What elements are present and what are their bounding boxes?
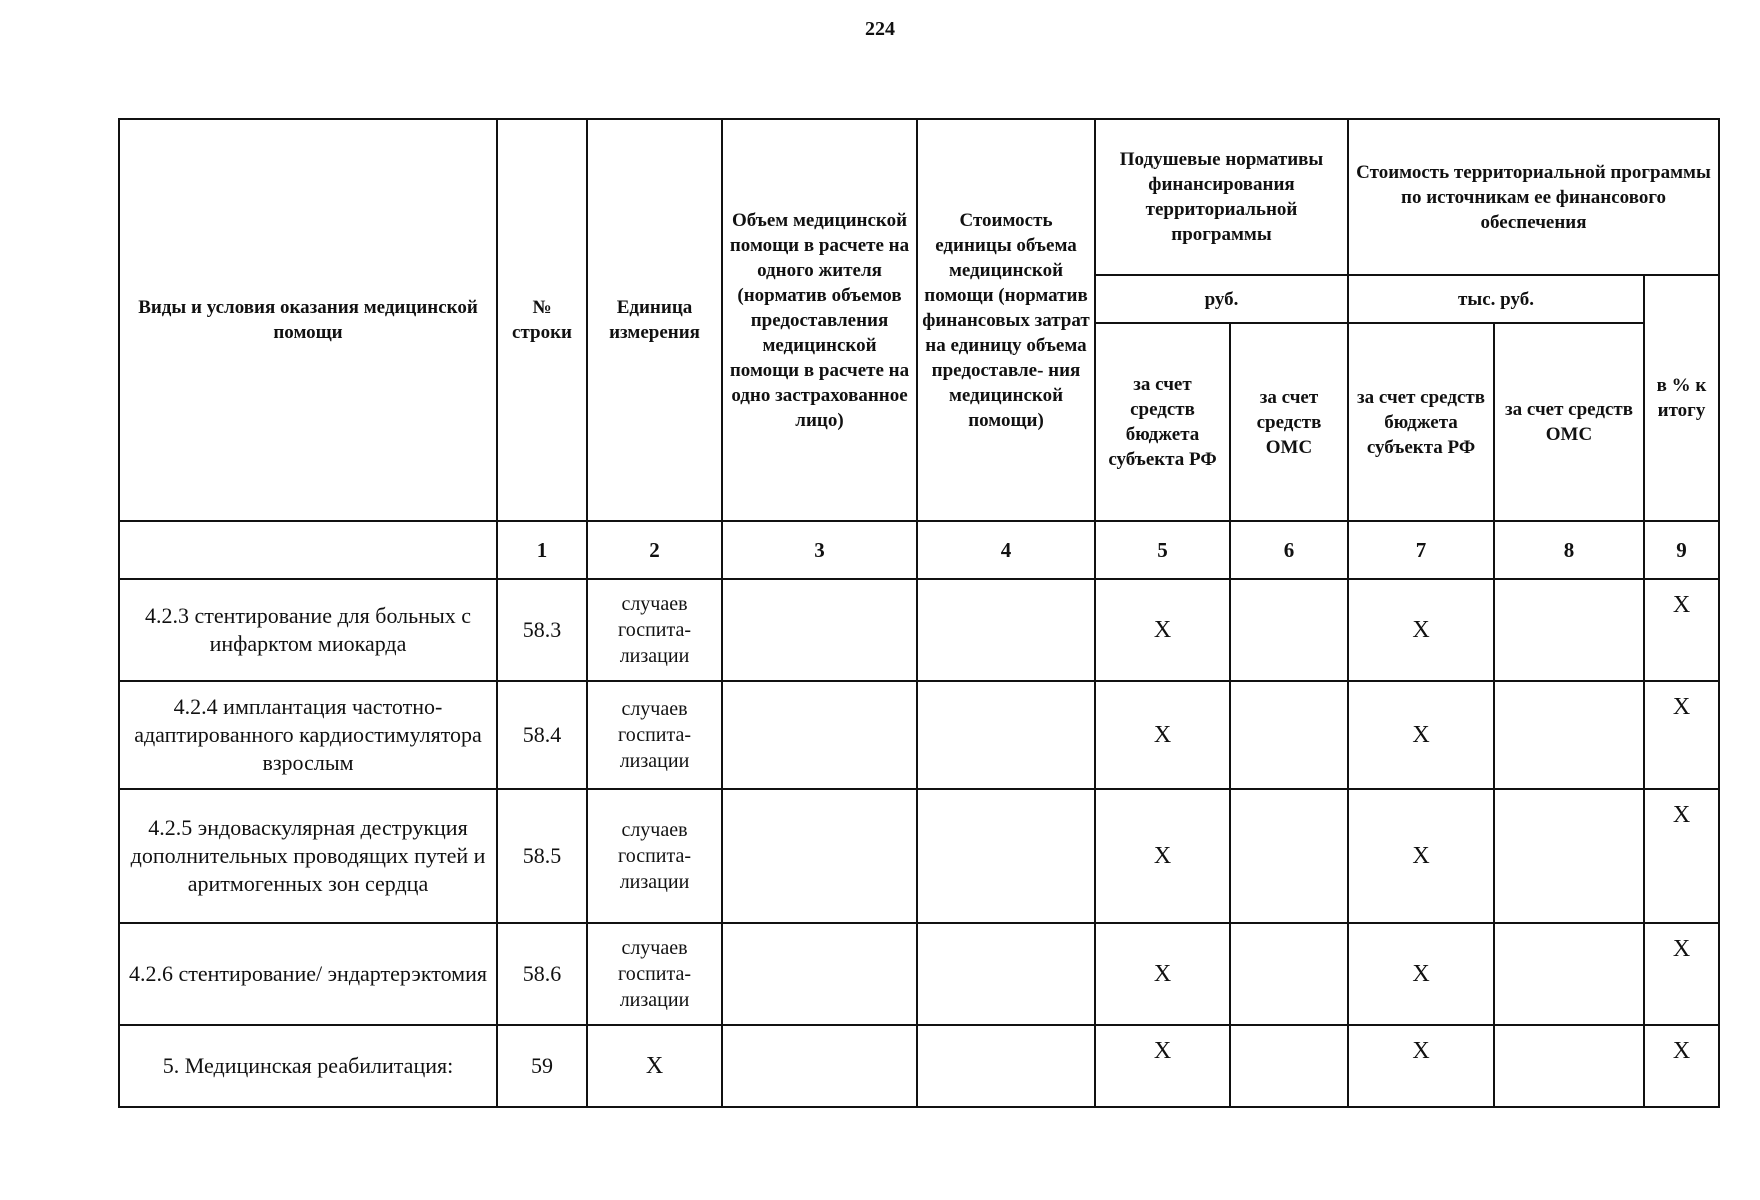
page-number: 224 (865, 18, 895, 40)
row-col6 (1230, 1025, 1348, 1107)
row-col9: X (1644, 789, 1719, 923)
header-unit: Единица измерения (587, 119, 722, 521)
row-col7: X (1348, 789, 1494, 923)
row-unit: случаев госпита- лизации (587, 923, 722, 1025)
header-program-cost: Стоимость территориальной программы по источникам ее финансового обеспечения (1348, 119, 1719, 275)
row-col7: X (1348, 681, 1494, 789)
row-col7: X (1348, 1025, 1494, 1107)
header-cost: Стоимость единицы объема медицинской помощи (норматив финансовых затрат на единицу объема предоставле- ния медицинской помощи) (917, 119, 1095, 521)
row-col5: X (1095, 1025, 1230, 1107)
row-col5: X (1095, 579, 1230, 681)
column-number: 5 (1095, 521, 1230, 579)
row-col9: X (1644, 681, 1719, 789)
row-col8 (1494, 789, 1644, 923)
row-col9: X (1644, 1025, 1719, 1107)
row-col8 (1494, 923, 1644, 1025)
row-unit: случаев госпита- лизации (587, 789, 722, 923)
header-volume: Объем медицинской помощи в расчете на одного жителя (норматив объемов предоставления медицинской помощи в расчете на одно застрахованное лицо) (722, 119, 917, 521)
row-volume (722, 579, 917, 681)
row-cost (917, 681, 1095, 789)
row-number: 58.3 (497, 579, 587, 681)
row-volume (722, 681, 917, 789)
row-volume (722, 1025, 917, 1107)
header-oms: за счет средств ОМС (1230, 323, 1348, 521)
column-number: 2 (587, 521, 722, 579)
row-col8 (1494, 579, 1644, 681)
row-number: 58.6 (497, 923, 587, 1025)
financing-table (118, 118, 1720, 1108)
column-number: 9 (1644, 521, 1719, 579)
header-per-capita: Подушевые нормативы финансирования территориальной программы (1095, 119, 1348, 275)
column-number: 7 (1348, 521, 1494, 579)
column-number: 1 (497, 521, 587, 579)
column-number: 8 (1494, 521, 1644, 579)
header-oms-8: за счет средств ОМС (1494, 323, 1644, 521)
column-number: 4 (917, 521, 1095, 579)
header-row-no: № строки (497, 119, 587, 521)
row-col6 (1230, 579, 1348, 681)
row-cost (917, 579, 1095, 681)
table-row (119, 1025, 1719, 1107)
row-col5: X (1095, 923, 1230, 1025)
row-cost (917, 789, 1095, 923)
row-col8 (1494, 681, 1644, 789)
row-col5: X (1095, 681, 1230, 789)
row-volume (722, 923, 917, 1025)
row-col6 (1230, 789, 1348, 923)
row-col8 (1494, 1025, 1644, 1107)
row-col7: X (1348, 923, 1494, 1025)
header-thousand-rub: тыс. руб. (1348, 275, 1644, 323)
header-rub: руб. (1095, 275, 1348, 323)
table-row (119, 579, 1719, 681)
row-cost (917, 1025, 1095, 1107)
row-number: 58.4 (497, 681, 587, 789)
row-name: 4.2.4 имплантация частотно- адаптированного кардиостимулятора взрослым (119, 681, 497, 789)
row-col5: X (1095, 789, 1230, 923)
header-percent: в % к итогу (1644, 275, 1719, 521)
row-cost (917, 923, 1095, 1025)
header-budget-rf-7: за счет средств бюджета субъекта РФ (1348, 323, 1494, 521)
row-col9: X (1644, 923, 1719, 1025)
row-number: 59 (497, 1025, 587, 1107)
column-number: 6 (1230, 521, 1348, 579)
row-name: 4.2.6 стентирование/ эндартерэктомия (119, 923, 497, 1025)
row-col9: X (1644, 579, 1719, 681)
row-unit: случаев госпита- лизации (587, 681, 722, 789)
row-col6 (1230, 923, 1348, 1025)
row-number: 58.5 (497, 789, 587, 923)
header-budget-rf: за счет средств бюджета субъекта РФ (1095, 323, 1230, 521)
row-name: 4.2.3 стентирование для больных с инфарктом миокарда (119, 579, 497, 681)
column-number-empty (119, 521, 497, 579)
column-number: 3 (722, 521, 917, 579)
row-volume (722, 789, 917, 923)
header-kind: Виды и условия оказания медицинской помощи (119, 119, 497, 521)
row-col6 (1230, 681, 1348, 789)
table-row (119, 681, 1719, 789)
row-name: 4.2.5 эндоваскулярная деструкция дополнительных проводящих путей и аритмогенных зон сердца (119, 789, 497, 923)
table-row (119, 923, 1719, 1025)
row-col7: X (1348, 579, 1494, 681)
row-unit: случаев госпита- лизации (587, 579, 722, 681)
row-unit: X (587, 1025, 722, 1107)
table-row (119, 789, 1719, 923)
row-name: 5. Медицинская реабилитация: (119, 1025, 497, 1107)
